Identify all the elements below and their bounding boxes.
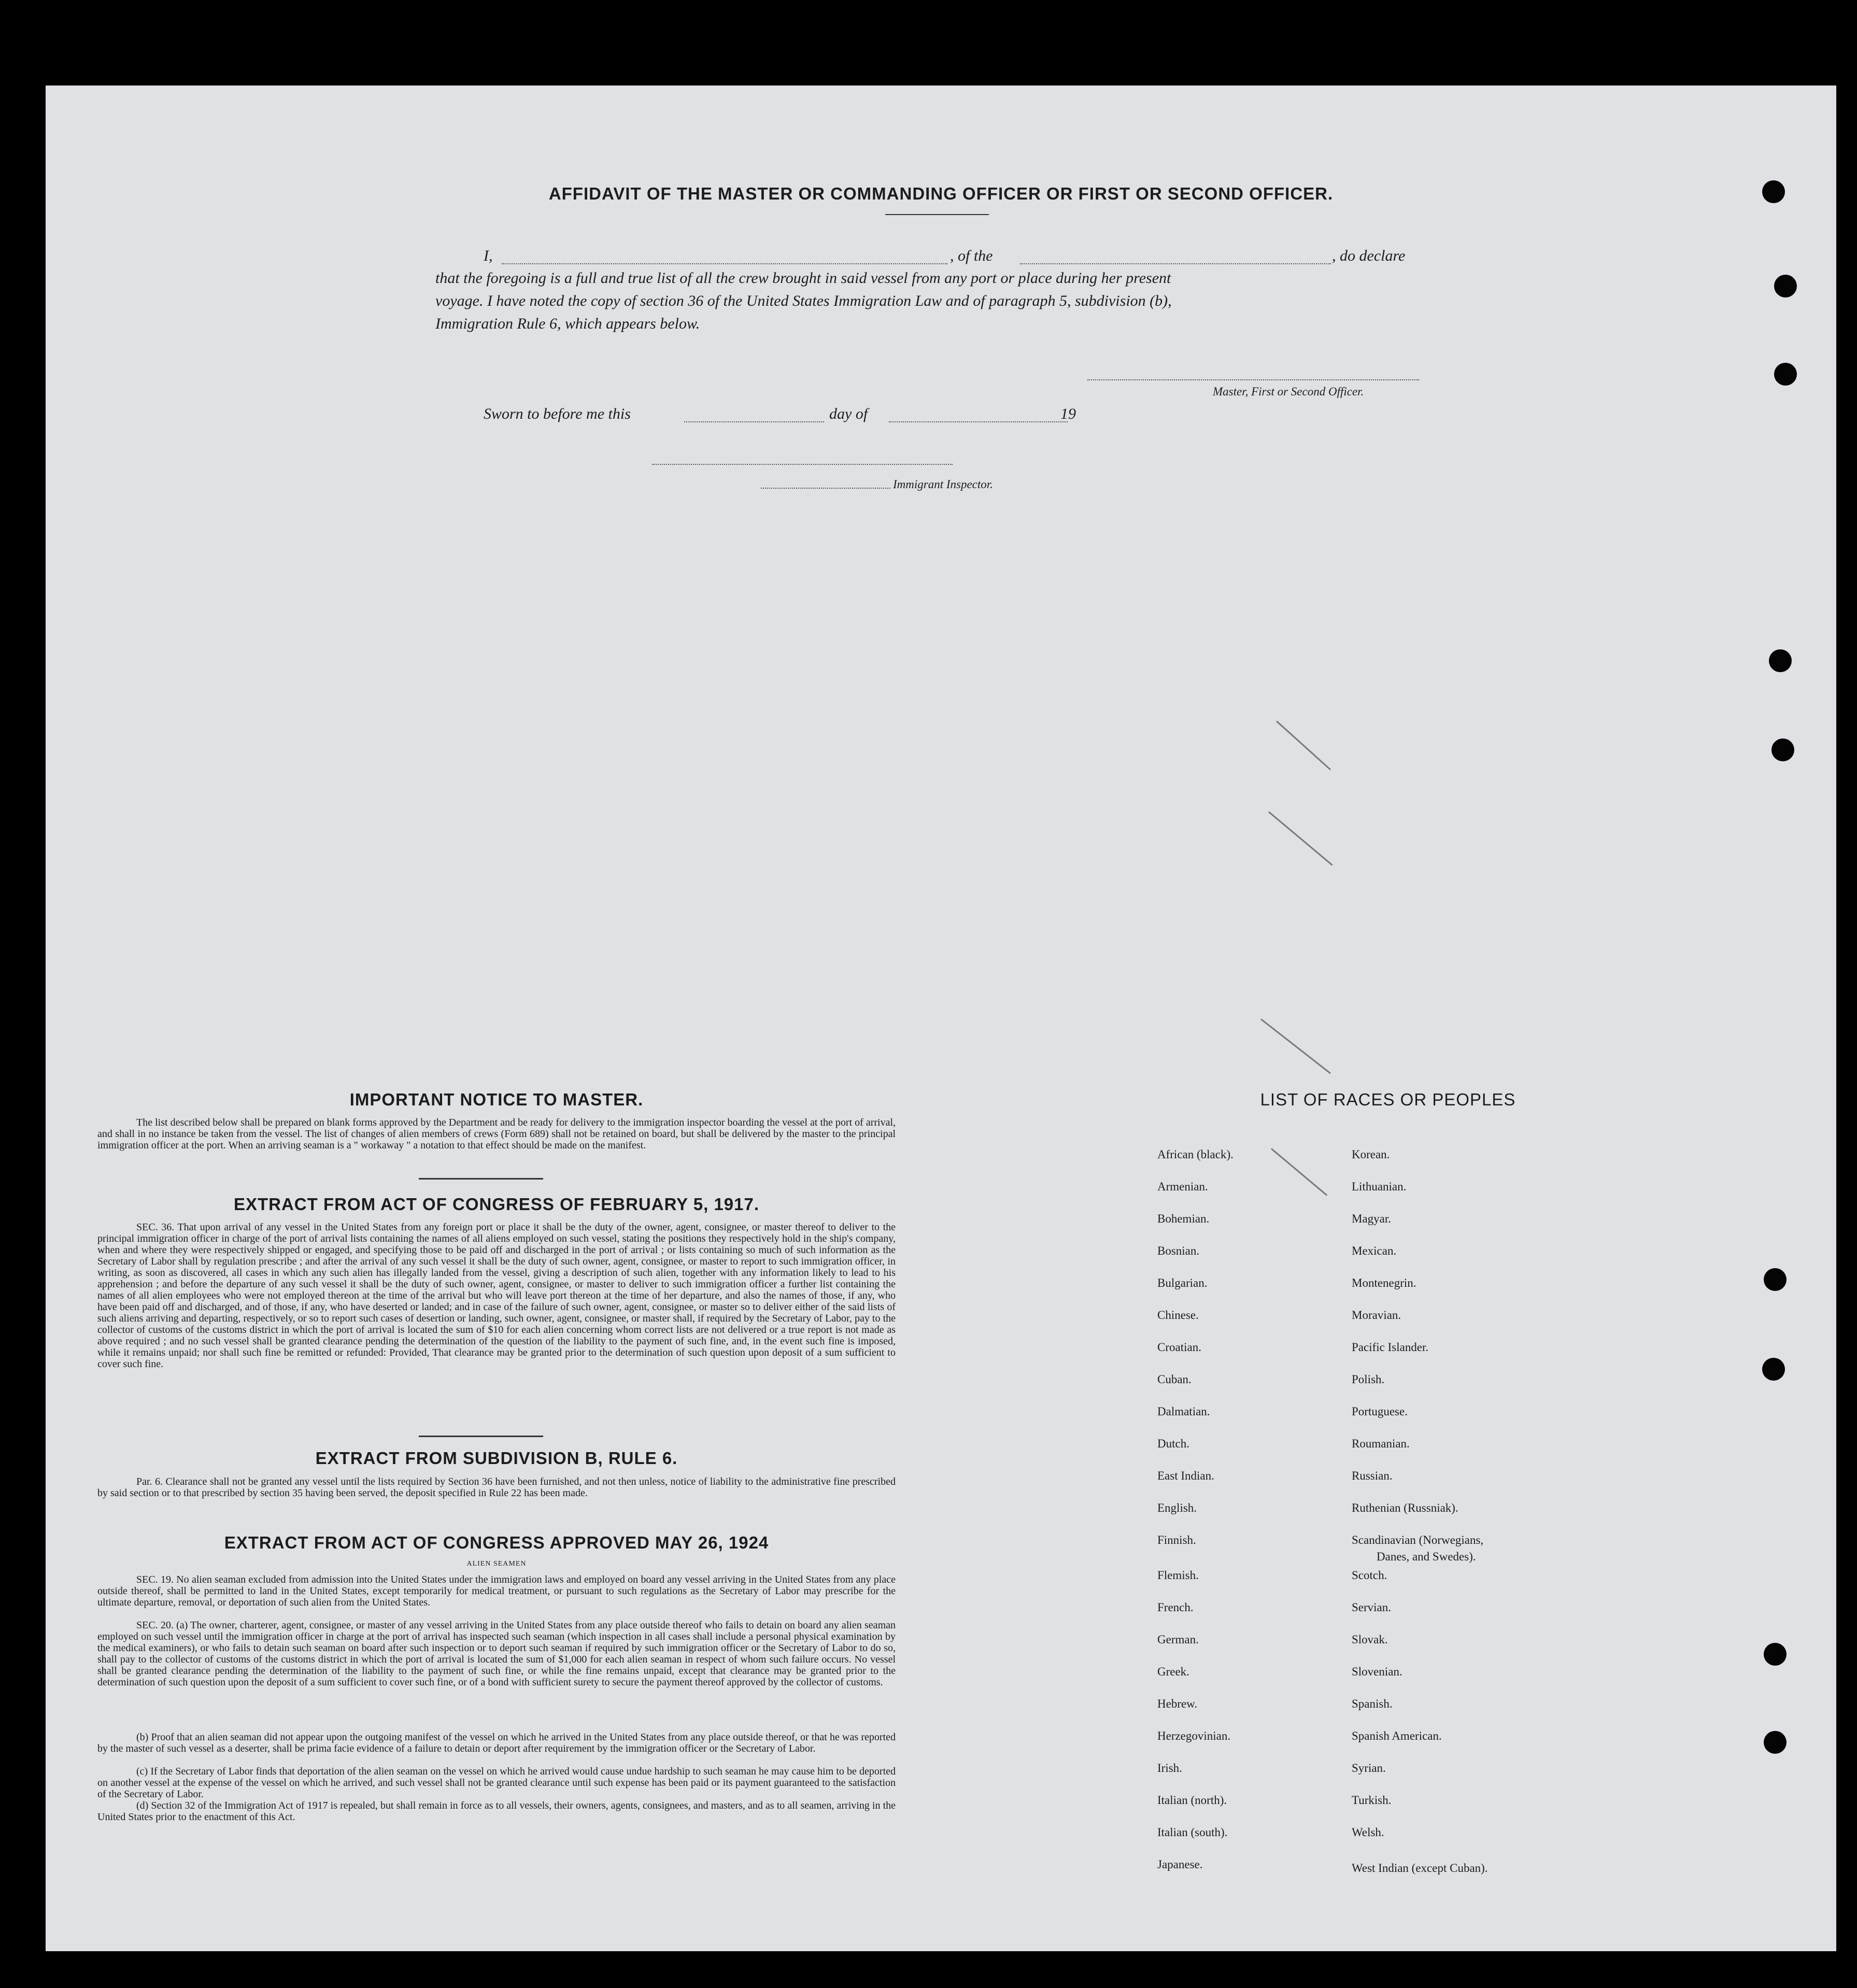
race-item: Croatian. <box>1157 1341 1201 1354</box>
race-item: Welsh. <box>1352 1826 1384 1839</box>
notice-title: IMPORTANT NOTICE TO MASTER. <box>349 1090 644 1109</box>
act-1924-sec-20b: (b) Proof that an alien seaman did not appear upon the outgoing manifest of the vessel on which he arrived in the United States from any place outside thereof, or that he was reported by the master of such vessel as a deserter, shall be prima facie evidence of a failure to detain or deport after requirement by the immigration officer or the Secretary of Labor. <box>97 1731 896 1754</box>
race-item: Korean. <box>1352 1148 1390 1161</box>
race-item-continuation: Danes, and Swedes). <box>1377 1550 1476 1563</box>
race-item: Magyar. <box>1352 1212 1392 1225</box>
race-item: East Indian. <box>1157 1469 1214 1482</box>
race-item: Cuban. <box>1157 1373 1192 1386</box>
race-item: Polish. <box>1352 1373 1385 1386</box>
declaration-line-4: Immigration Rule 6, which appears below. <box>435 315 700 332</box>
notice-body: The list described below shall be prepared on blank forms approved by the Department and be ready for delivery to the immigration inspector boarding the vessel at the port of arrival, and shall in no instance be taken from the vessel. The list of changes of alien members of crews (Form 689) shall not be retained on board, but shall be delivered by the master to the principal immigration officer at the port. When an arriving seaman is a " workaway " a notation to that effect should be made on the manifest. <box>97 1117 896 1151</box>
race-item: Bohemian. <box>1157 1212 1210 1225</box>
vessel-name-line <box>1020 263 1331 264</box>
act-1924-sec-20a: SEC. 20. (a) The owner, charterer, agent, consignee, or master of any vessel arriving in the United States from any place outside thereof who fails to detain on board any alien seaman employed on such vessel until the immigration officer in charge at the port of arrival has inspected such seaman (which inspection in all cases shall include a personal physical examination by the medical examiners), or who fails to detain such seaman on board after such inspection or to deport such seaman if required by such immigration officer or the Secretary of Labor to do so, shall pay to the collector of customs of the customs district in which the port of arrival is located the sum of $1,000 for each alien seaman in respect of whom such failure occurs. No vessel shall be granted clearance pending the determination of the liability to the payment of such fine, or while the fine remains unpaid, except that clearance may be granted prior to the determination of such question upon the deposit of a sum sufficient to cover such fine, or of a bond with sufficient surety to secure the payment thereof approved by the collector of customs. <box>97 1620 896 1688</box>
race-item: English. <box>1157 1501 1197 1514</box>
races-title: LIST OF RACES OR PEOPLES <box>1260 1090 1516 1109</box>
inspector-label: Immigrant Inspector. <box>893 478 993 491</box>
race-item: Turkish. <box>1352 1794 1392 1807</box>
race-item: Bosnian. <box>1157 1244 1200 1257</box>
punch-hole <box>1764 1643 1787 1666</box>
race-item: Moravian. <box>1352 1309 1401 1322</box>
act-1924-title: EXTRACT FROM ACT OF CONGRESS APPROVED MAY 26, 1924 <box>224 1533 769 1552</box>
punch-hole <box>1771 739 1794 761</box>
race-item: Flemish. <box>1157 1569 1199 1582</box>
act-1924-sec-20c: (c) If the Secretary of Labor finds that deportation of the alien seaman on the vessel on which he arrived would cause undue hardship to such seaman he may cause him to be deported on another vessel at the expense of the vessel on which he arrived, and such vessel shall not be granted clearance until such expense has been paid or its payment guaranteed to the satisfaction of the Secretary of Labor. <box>97 1766 896 1800</box>
race-item: Bulgarian. <box>1157 1276 1208 1289</box>
act-1924-sec-19: SEC. 19. No alien seaman excluded from admission into the United States under the immigration laws and employed on board any vessel arriving in the United States from any place outside thereof, shall be permitted to land in the United States, except temporarily for medical treatment, or pursuant to such regulations as the Secretary of Labor may prescribe for the ultimate departure, removal, or deportation of such alien from the United States. <box>97 1574 896 1608</box>
race-item: Ruthenian (Russniak). <box>1352 1501 1458 1514</box>
sworn-month-line <box>889 421 1068 422</box>
day-of-text: day of <box>829 405 868 422</box>
sworn-day-line <box>684 421 824 422</box>
act-1924-subtitle: ALIEN SEAMEN <box>466 1560 527 1568</box>
of-the-text: , of the <box>950 247 993 264</box>
punch-hole <box>1774 363 1797 386</box>
race-item: Slovak. <box>1352 1633 1388 1646</box>
section-divider <box>419 1436 543 1437</box>
race-item: Mexican. <box>1352 1244 1397 1257</box>
race-item: Herzegovinian. <box>1157 1729 1231 1742</box>
race-item: Italian (south). <box>1157 1826 1228 1839</box>
punch-hole <box>1774 275 1797 297</box>
rule-6-title: EXTRACT FROM SUBDIVISION B, RULE 6. <box>315 1449 678 1468</box>
race-item: Slovenian. <box>1352 1665 1402 1678</box>
race-item: Spanish. <box>1352 1697 1393 1710</box>
race-item: Lithuanian. <box>1352 1180 1407 1193</box>
declaration-line-2: that the foregoing is a full and true list of all the crew brought in said vessel from any port or place during her present <box>435 269 1171 287</box>
race-item: Irish. <box>1157 1762 1182 1774</box>
punch-hole <box>1764 1731 1787 1754</box>
race-item: Chinese. <box>1157 1309 1199 1322</box>
race-item: Armenian. <box>1157 1180 1208 1193</box>
pencil-mark <box>1271 1148 1327 1196</box>
punch-hole <box>1762 180 1785 203</box>
pencil-mark <box>1268 811 1332 865</box>
race-item: Japanese. <box>1157 1858 1203 1871</box>
race-item: African (black). <box>1157 1148 1234 1161</box>
document-page <box>46 86 1836 1951</box>
section-divider <box>419 1178 543 1180</box>
race-item: Pacific Islander. <box>1352 1341 1429 1354</box>
declarant-prefix: I, <box>484 247 493 264</box>
race-item: Hebrew. <box>1157 1697 1198 1710</box>
race-item: Servian. <box>1352 1601 1392 1614</box>
declarant-name-line <box>502 263 947 264</box>
title-underline <box>885 214 989 215</box>
race-item: Italian (north). <box>1157 1794 1227 1807</box>
race-item: Scandinavian (Norwegians, <box>1352 1533 1484 1546</box>
race-item: Dutch. <box>1157 1437 1189 1450</box>
act-1924-sec-20d: (d) Section 32 of the Immigration Act of 1917 is repealed, but shall remain in force as to all vessels, their owners, agents, consignees, and masters, and as to all seamen, arriving in the United States prior to the enactment of this Act. <box>97 1800 896 1823</box>
race-item: Dalmatian. <box>1157 1405 1210 1418</box>
race-item: French. <box>1157 1601 1194 1614</box>
race-item: Greek. <box>1157 1665 1189 1678</box>
act-1917-title: EXTRACT FROM ACT OF CONGRESS OF FEBRUARY 5, 1917. <box>233 1195 760 1214</box>
race-item: Portuguese. <box>1352 1405 1408 1418</box>
year-prefix: 19 <box>1060 405 1076 422</box>
race-item: Russian. <box>1352 1469 1393 1482</box>
declare-text: , do declare <box>1332 247 1406 264</box>
affidavit-title: AFFIDAVIT OF THE MASTER OR COMMANDING OFFICER OR FIRST OR SECOND OFFICER. <box>548 184 1334 203</box>
race-item: Montenegrin. <box>1352 1276 1416 1289</box>
race-item: Spanish American. <box>1352 1729 1442 1742</box>
punch-hole <box>1762 1358 1785 1381</box>
punch-hole <box>1769 649 1792 672</box>
signature-line <box>1087 379 1419 380</box>
inspector-signature-line <box>652 464 953 465</box>
declaration-line-3: voyage. I have noted the copy of section 36 of the United States Immigration Law and of paragraph 5, subdivision (b), <box>435 292 1172 309</box>
race-item: Syrian. <box>1352 1762 1386 1774</box>
pencil-mark <box>1260 1018 1331 1074</box>
inspector-label-leader <box>761 488 890 489</box>
pencil-mark <box>1276 720 1331 770</box>
race-item: Scotch. <box>1352 1569 1387 1582</box>
race-item: German. <box>1157 1633 1199 1646</box>
signature-label: Master, First or Second Officer. <box>1213 385 1364 398</box>
race-item: Finnish. <box>1157 1533 1196 1546</box>
punch-hole <box>1764 1268 1787 1291</box>
sworn-text: Sworn to before me this <box>484 405 631 422</box>
rule-6-body: Par. 6. Clearance shall not be granted any vessel until the lists required by Section 36 have been furnished, and not then unless, notice of liability to the administrative fine prescribed by said section or to that prescribed by section 35 having been served, the deposit specified in Rule 22 has been made. <box>97 1476 896 1499</box>
act-1917-body: SEC. 36. That upon arrival of any vessel in the United States from any foreign port or place it shall be the duty of the owner, agent, consignee, or master thereof to deliver to the principal immigration officer in charge of the port of arrival lists containing the names of all aliens employed on such vessel, stating the positions they respectively hold in the ship's company, when and where they were respectively shipped or engaged, and specifying those to be paid off and discharged in the port of arrival ; or lists containing so much of such information as the Secretary of Labor shall by regulation prescribe ; and after the arrival of any such vessel it shall be the duty of such owner, agent, consignee, or master to report to such immigration officer, in writing, as soon as discovered, all cases in which any such alien has illegally landed from the vessel, giving a description of such alien, together with any information likely to lead to his apprehension ; and before the departure of any such vessel it shall be the duty of such owner, agent, consignee, or master to deliver to such immigration officer a further list containing the names of all alien employees who were not employed thereon at the time of the arrival but who will leave port thereon at the time of her departure, and also the names of those, if any, who have been paid off and discharged, and of those, if any, who have deserted or landed; and in case of the failure of such owner, agent, consignee, or master so to deliver either of the said lists of such aliens arriving and departing, respectively, or so to report such cases of desertion or landing, such owner, agent, consignee, or master shall, if required by the Secretary of Labor, pay to the collector of customs of the customs district in which the port of arrival is located the sum of $10 for each alien concerning whom correct lists are not delivered or a true report is not made as above required ; and no such vessel shall be granted clearance pending the determination of the question of the liability to the payment of such fine, and, in the event such fine is imposed, while it remains unpaid; nor shall such fine be remitted or refunded: Provided, That clearance may be granted prior to the determination of such question upon deposit of a sum sufficient to cover such fine. <box>97 1222 896 1370</box>
race-item: Roumanian. <box>1352 1437 1410 1450</box>
race-item: West Indian (except Cuban). <box>1352 1862 1488 1875</box>
